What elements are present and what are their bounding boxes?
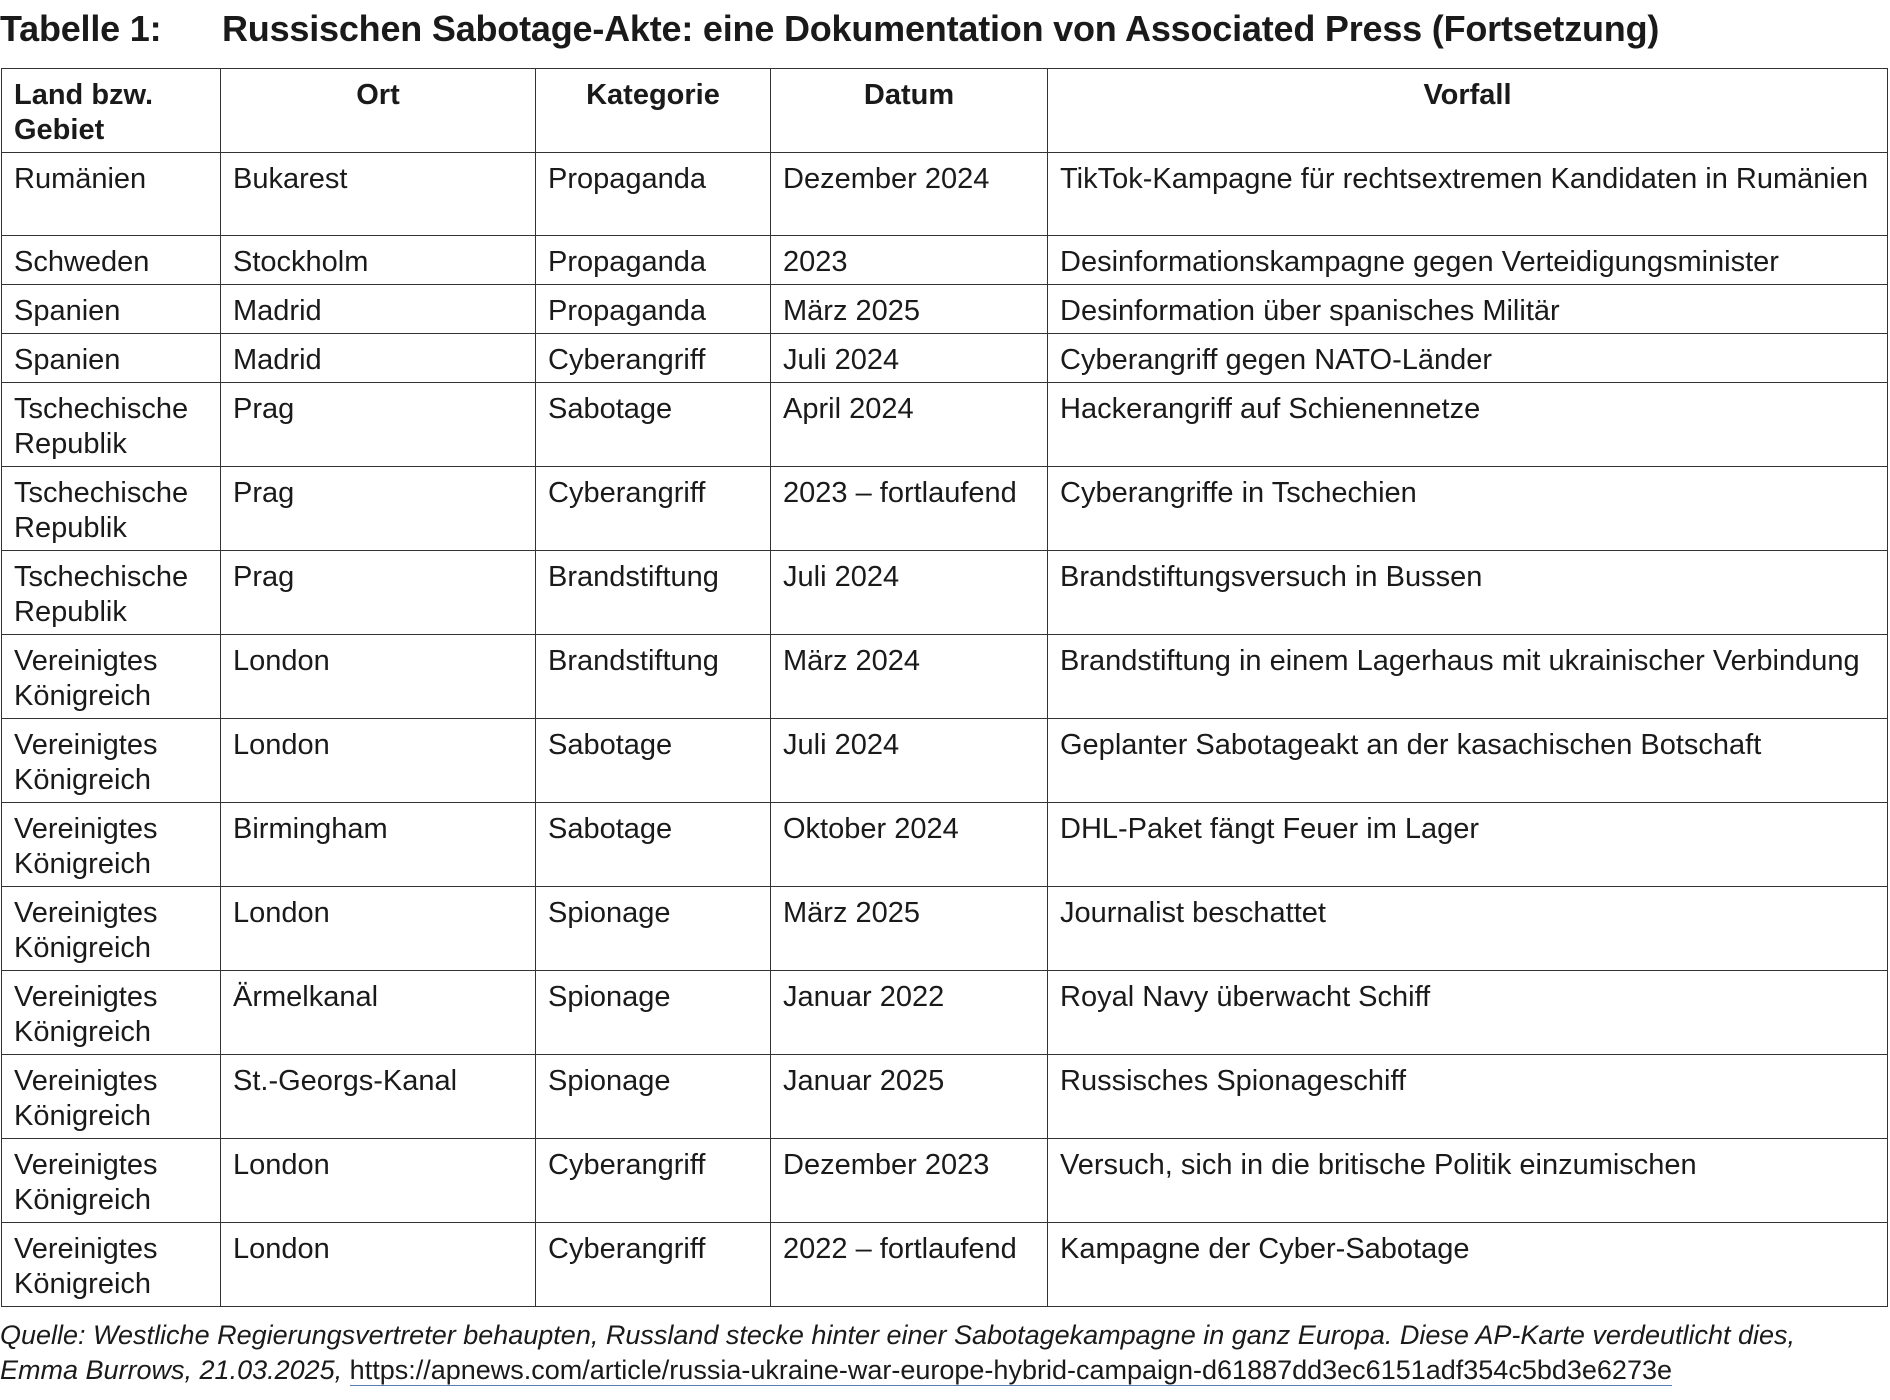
cell-vorfall: Hackerangriff auf Schienennetze: [1048, 383, 1888, 467]
cell-land: Tschechische Republik: [2, 467, 221, 551]
cell-vorfall: Brandstiftung in einem Lagerhaus mit ukrainischer Verbindung: [1048, 635, 1888, 719]
table-row: [2, 887, 1888, 971]
cell-datum: 2023: [771, 236, 1048, 285]
cell-vorfall: Royal Navy überwacht Schiff: [1048, 971, 1888, 1055]
cell-land: Vereinigtes Königreich: [2, 1055, 221, 1139]
table-row: [2, 467, 1888, 551]
cell-ort: Stockholm: [221, 236, 536, 285]
cell-land: Spanien: [2, 285, 221, 334]
cell-kategorie: Brandstiftung: [536, 635, 771, 719]
cell-ort: Birmingham: [221, 803, 536, 887]
cell-land: Rumänien: [2, 153, 221, 236]
source-line-2: [0, 1353, 1888, 1388]
column-header-land: Land bzw. Gebiet: [2, 69, 221, 153]
cell-ort: St.-Georgs-Kanal: [221, 1055, 536, 1139]
cell-vorfall: DHL-Paket fängt Feuer im Lager: [1048, 803, 1888, 887]
cell-datum: Januar 2022: [771, 971, 1048, 1055]
source-line-1: Quelle: Westliche Regierungsvertreter behaupten, Russland stecke hinter einer Sabotagekampagne in ganz Europa. Diese AP-Karte verdeutlicht dies,: [0, 1320, 1796, 1350]
cell-vorfall: TikTok-Kampagne für rechtsextremen Kandidaten in Rumänien: [1048, 153, 1888, 236]
cell-kategorie: Sabotage: [536, 383, 771, 467]
cell-kategorie: Brandstiftung: [536, 551, 771, 635]
cell-vorfall: Journalist beschattet: [1048, 887, 1888, 971]
cell-ort: Prag: [221, 551, 536, 635]
table-row: [2, 285, 1888, 334]
cell-vorfall: Kampagne der Cyber-Sabotage: [1048, 1223, 1888, 1307]
source-author-date: Emma Burrows, 21.03.2025,: [0, 1355, 350, 1385]
cell-land: Vereinigtes Königreich: [2, 1139, 221, 1223]
cell-datum: April 2024: [771, 383, 1048, 467]
source-url-link[interactable]: https://apnews.com/article/russia-ukraine-war-europe-hybrid-campaign-d61887dd3ec6151adf354c5bd3e6273e: [349, 1355, 1672, 1385]
cell-datum: März 2024: [771, 635, 1048, 719]
cell-ort: London: [221, 719, 536, 803]
cell-kategorie: Sabotage: [536, 803, 771, 887]
cell-kategorie: Cyberangriff: [536, 467, 771, 551]
cell-kategorie: Propaganda: [536, 153, 771, 236]
source-note: [0, 1318, 1888, 1388]
table-header-row: [2, 69, 1888, 153]
column-header-ort: Ort: [221, 69, 536, 153]
cell-kategorie: Cyberangriff: [536, 334, 771, 383]
table-caption-label: Tabelle 1:: [0, 8, 162, 49]
cell-land: Schweden: [2, 236, 221, 285]
cell-kategorie: Cyberangriff: [536, 1139, 771, 1223]
column-header-datum: Datum: [771, 69, 1048, 153]
cell-datum: März 2025: [771, 887, 1048, 971]
cell-datum: Januar 2025: [771, 1055, 1048, 1139]
cell-vorfall: Desinformationskampagne gegen Verteidigungsminister: [1048, 236, 1888, 285]
cell-vorfall: Cyberangriffe in Tschechien: [1048, 467, 1888, 551]
column-header-vorfall: Vorfall: [1048, 69, 1888, 153]
cell-land: Vereinigtes Königreich: [2, 1223, 221, 1307]
cell-land: Vereinigtes Königreich: [2, 635, 221, 719]
cell-kategorie: Propaganda: [536, 236, 771, 285]
cell-land: Vereinigtes Königreich: [2, 887, 221, 971]
cell-vorfall: Versuch, sich in die britische Politik einzumischen: [1048, 1139, 1888, 1223]
cell-datum: März 2025: [771, 285, 1048, 334]
cell-land: Spanien: [2, 334, 221, 383]
cell-datum: Juli 2024: [771, 551, 1048, 635]
cell-vorfall: Desinformation über spanisches Militär: [1048, 285, 1888, 334]
cell-land: Vereinigtes Königreich: [2, 803, 221, 887]
table-row: [2, 1055, 1888, 1139]
table-row: [2, 236, 1888, 285]
table-caption: [0, 8, 1659, 58]
table-row: [2, 971, 1888, 1055]
table-row: [2, 1139, 1888, 1223]
cell-land: Tschechische Republik: [2, 551, 221, 635]
cell-ort: Ärmelkanal: [221, 971, 536, 1055]
cell-vorfall: Russisches Spionageschiff: [1048, 1055, 1888, 1139]
cell-ort: Bukarest: [221, 153, 536, 236]
cell-ort: London: [221, 1139, 536, 1223]
cell-kategorie: Propaganda: [536, 285, 771, 334]
cell-vorfall: Geplanter Sabotageakt an der kasachischen Botschaft: [1048, 719, 1888, 803]
sabotage-table: [1, 68, 1888, 1307]
cell-land: Tschechische Republik: [2, 383, 221, 467]
cell-ort: London: [221, 635, 536, 719]
cell-kategorie: Spionage: [536, 971, 771, 1055]
cell-ort: London: [221, 887, 536, 971]
cell-land: Vereinigtes Königreich: [2, 719, 221, 803]
table-row: [2, 383, 1888, 467]
cell-datum: Juli 2024: [771, 719, 1048, 803]
table-caption-text: Russischen Sabotage-Akte: eine Dokumentation von Associated Press (Fortsetzung): [222, 8, 1660, 49]
cell-datum: 2022 – fortlaufend: [771, 1223, 1048, 1307]
table-row: [2, 334, 1888, 383]
table-row: [2, 803, 1888, 887]
table-row: [2, 719, 1888, 803]
table-row: [2, 153, 1888, 236]
cell-datum: 2023 – fortlaufend: [771, 467, 1048, 551]
cell-datum: Juli 2024: [771, 334, 1048, 383]
cell-vorfall: Brandstiftungsversuch in Bussen: [1048, 551, 1888, 635]
cell-kategorie: Spionage: [536, 1055, 771, 1139]
cell-datum: Dezember 2024: [771, 153, 1048, 236]
cell-ort: Prag: [221, 383, 536, 467]
cell-ort: Madrid: [221, 285, 536, 334]
table-row: [2, 551, 1888, 635]
cell-kategorie: Sabotage: [536, 719, 771, 803]
cell-datum: Dezember 2023: [771, 1139, 1048, 1223]
cell-datum: Oktober 2024: [771, 803, 1048, 887]
cell-land: Vereinigtes Königreich: [2, 971, 221, 1055]
cell-kategorie: Spionage: [536, 887, 771, 971]
cell-vorfall: Cyberangriff gegen NATO-Länder: [1048, 334, 1888, 383]
cell-kategorie: Cyberangriff: [536, 1223, 771, 1307]
column-header-kategorie: Kategorie: [536, 69, 771, 153]
cell-ort: Madrid: [221, 334, 536, 383]
table-row: [2, 1223, 1888, 1307]
cell-ort: London: [221, 1223, 536, 1307]
table-row: [2, 635, 1888, 719]
cell-ort: Prag: [221, 467, 536, 551]
